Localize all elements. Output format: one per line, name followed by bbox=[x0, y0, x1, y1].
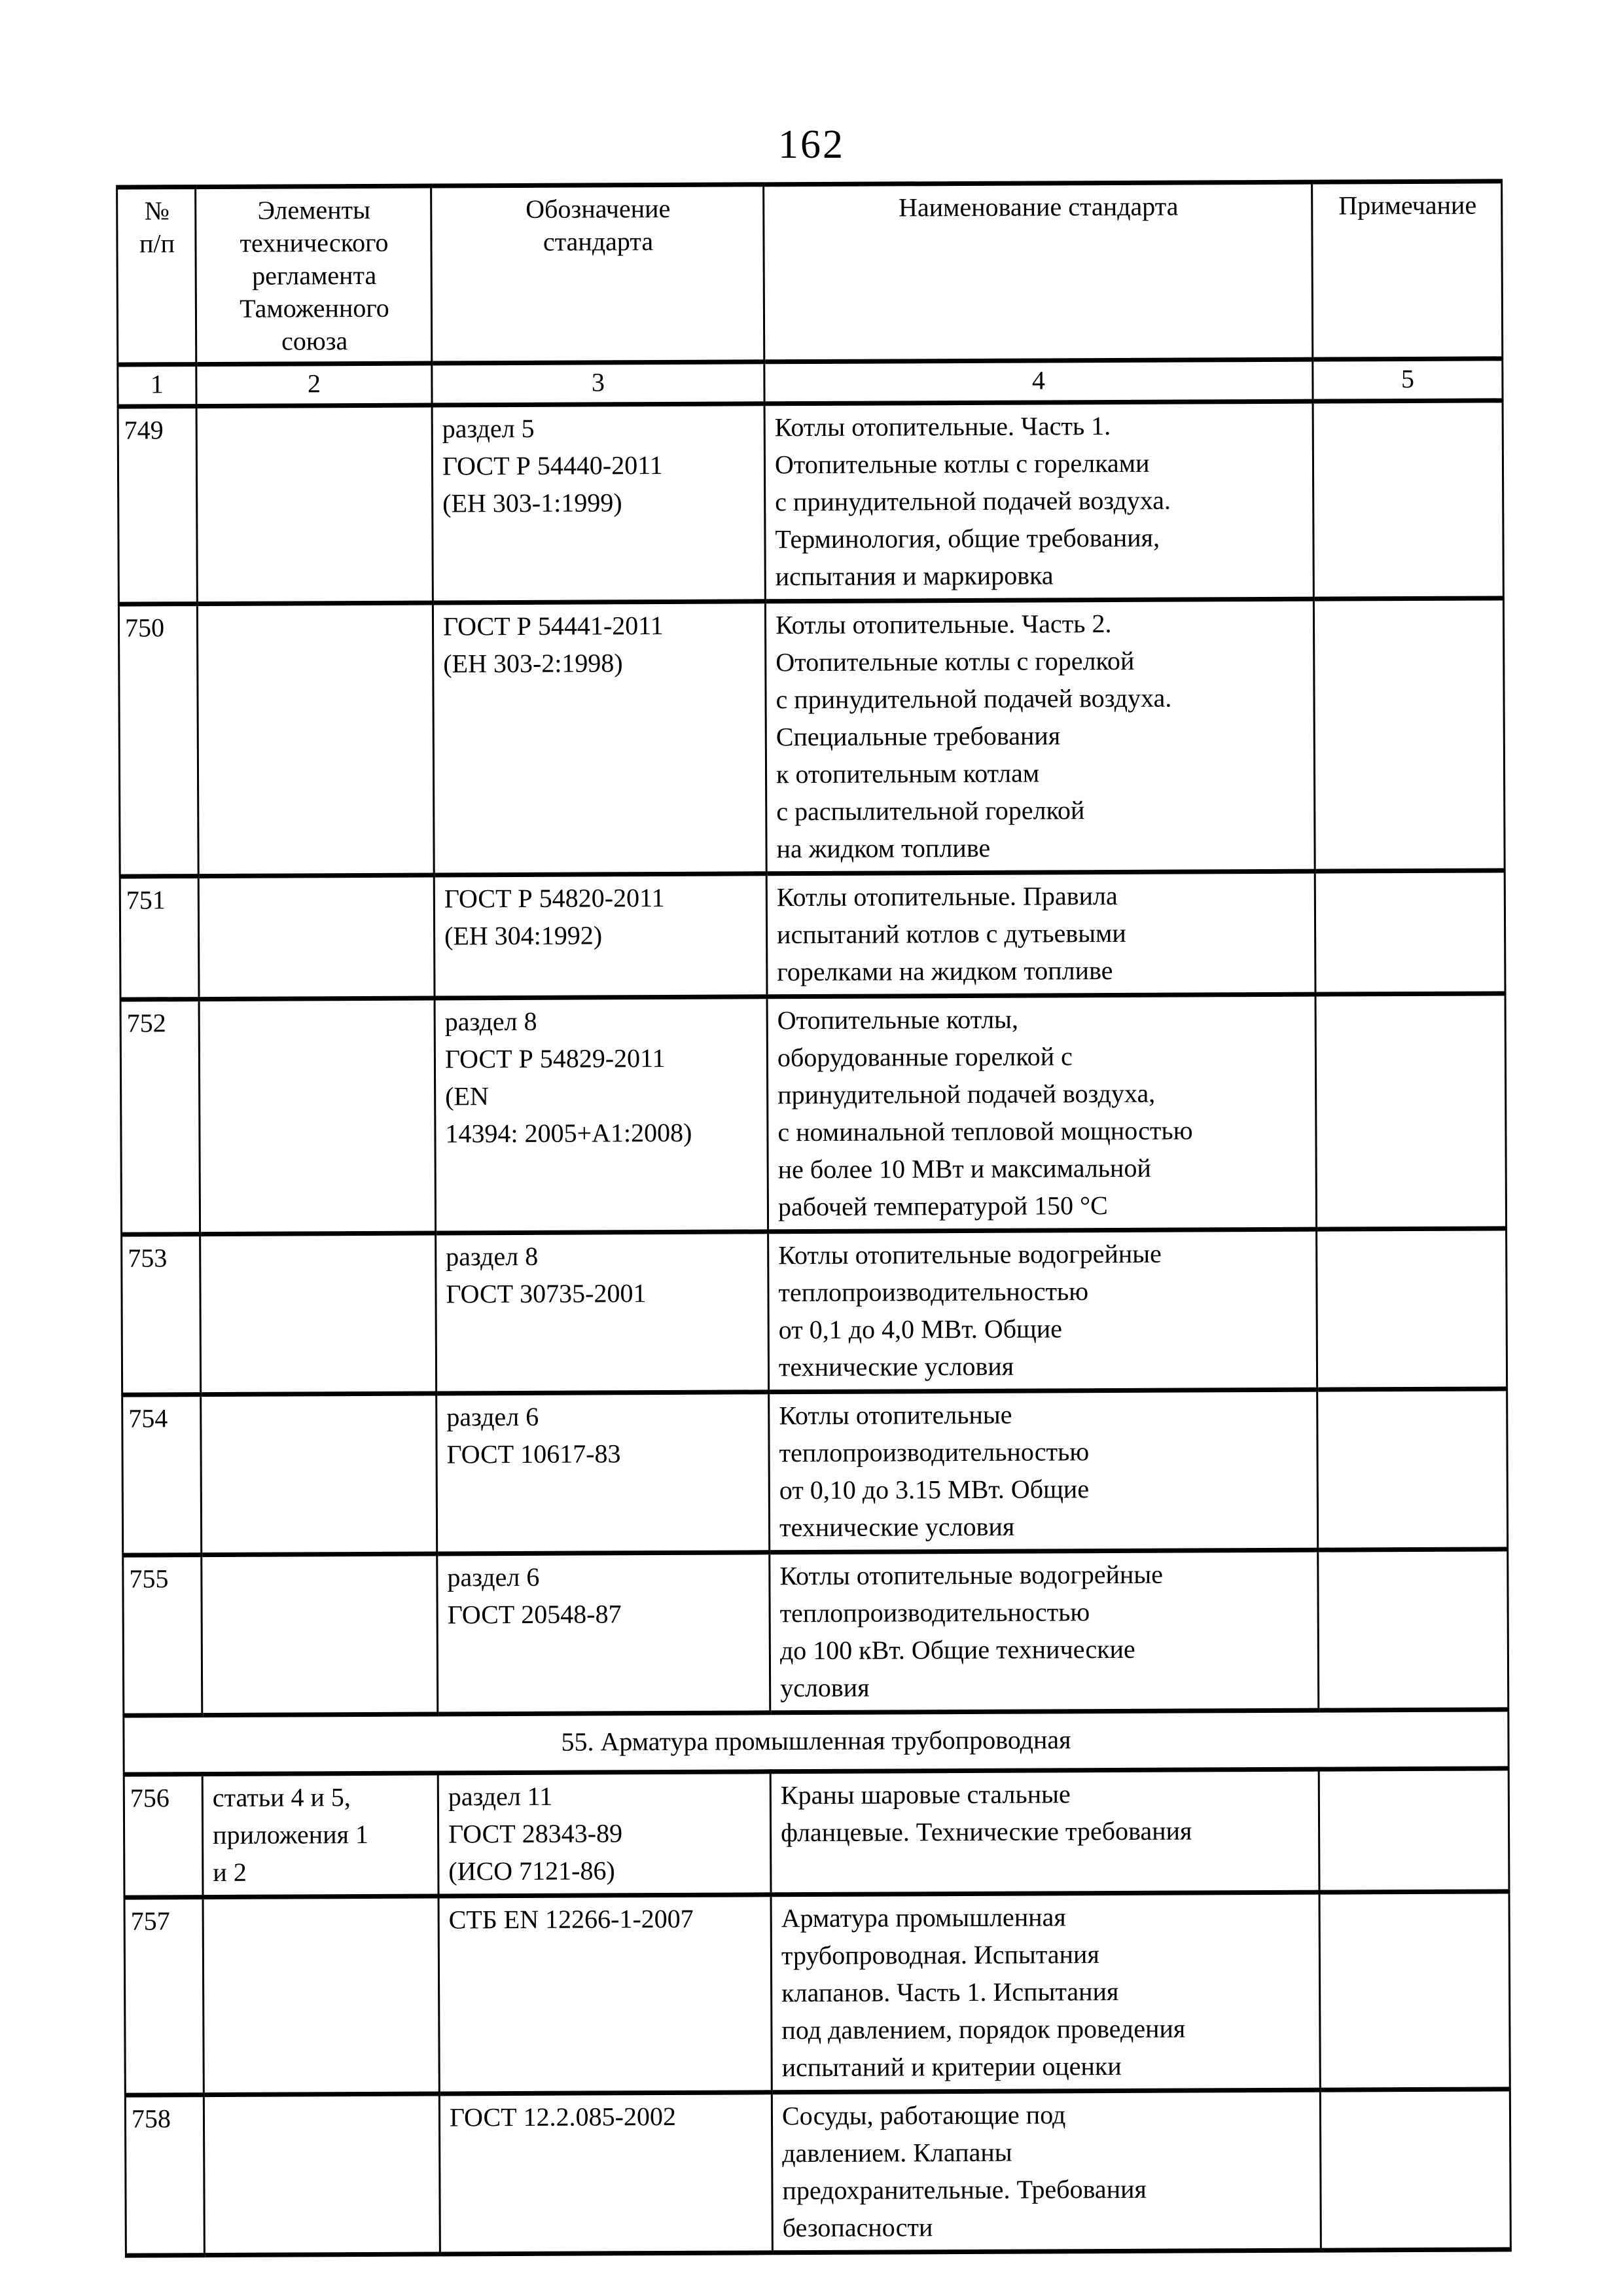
header-col-note: Примечание bbox=[1312, 181, 1503, 359]
designation-cell: раздел 6 ГОСТ 10617-83 bbox=[437, 1392, 770, 1554]
designation-cell: ГОСТ Р 54441-2011 (ЕН 303-2:1998) bbox=[433, 601, 766, 875]
elements-cell bbox=[201, 1393, 437, 1555]
note-cell bbox=[1315, 994, 1507, 1229]
table-header-row bbox=[117, 181, 1503, 365]
note-cell bbox=[1319, 1768, 1509, 1892]
row-number-cell: 758 bbox=[125, 2095, 204, 2256]
standard-name-cell: Краны шаровые стальные фланцевые. Технические требования bbox=[770, 1769, 1319, 1895]
table-row-751 bbox=[120, 870, 1505, 999]
designation-cell: раздел 6 ГОСТ 20548-87 bbox=[437, 1552, 770, 1714]
elements-cell bbox=[203, 1896, 439, 2095]
row-number-cell: 756 bbox=[124, 1774, 203, 1898]
row-number-cell: 755 bbox=[123, 1555, 202, 1716]
standard-name-cell: Арматура промышленная трубопроводная. Испытания клапанов. Часть 1. Испытания под давлением, порядок проведения испытаний и критерии оценки bbox=[771, 1892, 1320, 2092]
table-row-749 bbox=[118, 401, 1503, 604]
elements-cell bbox=[199, 998, 436, 1234]
header-col-elements: Элементы технического регламента Таможенного союза bbox=[196, 186, 432, 365]
note-cell bbox=[1320, 2089, 1510, 2250]
header-col-standard-name: Наименование стандарта bbox=[764, 182, 1313, 362]
section-header-row bbox=[124, 1710, 1508, 1774]
row-number-cell: 749 bbox=[118, 406, 197, 605]
standard-name-cell: Котлы отопительные водогрейные теплопроизводительностью до 100 кВт. Общие технические условия bbox=[770, 1550, 1319, 1713]
elements-cell bbox=[202, 1554, 438, 1715]
elements-cell bbox=[200, 1233, 437, 1395]
standard-name-cell: Котлы отопительные. Часть 2. Отопительные котлы с горелкой с принудительной подачей воздуха. Специальные требования к отопительным котлам с распылительной горелкой на жидком топливе bbox=[765, 599, 1315, 874]
row-number-cell: 750 bbox=[118, 604, 198, 877]
standard-name-cell: Сосуды, работающие под давлением. Клапаны предохранительные. Требования безопасности bbox=[772, 2090, 1321, 2253]
standards-table bbox=[116, 179, 1512, 2257]
header-col-designation: Обозначение стандарта bbox=[431, 185, 764, 363]
table-row-754 bbox=[122, 1389, 1508, 1555]
designation-cell: СТБ EN 12266-1-2007 bbox=[438, 1895, 772, 2094]
elements-cell bbox=[198, 875, 435, 999]
table-row-757 bbox=[124, 1892, 1510, 2095]
standard-name-cell: Отопительные котлы, оборудованные горелкой с принудительной подачей воздуха, с номинальной тепловой мощностью не более 10 МВт и максимальной рабочей температурой 150 °С bbox=[767, 994, 1317, 1232]
row-number-cell: 757 bbox=[124, 1897, 204, 2096]
column-index-row bbox=[118, 359, 1503, 406]
note-cell bbox=[1317, 1229, 1507, 1390]
elements-cell bbox=[196, 405, 433, 604]
row-number-cell: 752 bbox=[120, 999, 200, 1235]
designation-cell: раздел 11 ГОСТ 28343-89 (ИСО 7121-86) bbox=[438, 1772, 771, 1896]
table-row-750 bbox=[118, 598, 1505, 876]
designation-cell: раздел 8 ГОСТ 30735-2001 bbox=[436, 1232, 769, 1393]
note-cell bbox=[1313, 598, 1505, 871]
column-index-cell: 4 bbox=[764, 359, 1313, 404]
note-cell bbox=[1313, 401, 1503, 599]
row-number-cell: 754 bbox=[122, 1395, 202, 1556]
elements-cell bbox=[197, 603, 434, 876]
column-index-cell: 1 bbox=[118, 365, 196, 407]
standard-name-cell: Котлы отопительные водогрейные теплопроизводительностью от 0,1 до 4,0 МВт. Общие технические условия bbox=[768, 1229, 1317, 1392]
page-number: 162 bbox=[778, 122, 845, 167]
section-title: 55. Арматура промышленная трубопроводная bbox=[124, 1710, 1508, 1774]
header-col-number: № п/п bbox=[117, 187, 196, 365]
column-index-cell: 5 bbox=[1313, 359, 1503, 401]
table-row-753 bbox=[122, 1229, 1507, 1395]
note-cell bbox=[1317, 1389, 1508, 1550]
standard-name-cell: Котлы отопительные. Часть 1. Отопительные котлы с горелками с принудительной подачей воздуха. Терминология, общие требования, испытания и маркировка bbox=[764, 401, 1313, 601]
designation-cell: ГОСТ 12.2.085-2002 bbox=[439, 2092, 772, 2254]
table-row-752 bbox=[120, 994, 1507, 1234]
column-index-cell: 3 bbox=[432, 362, 764, 405]
designation-cell: ГОСТ Р 54820-2011 (ЕН 304:1992) bbox=[434, 874, 767, 998]
table-row-756 bbox=[124, 1768, 1509, 1897]
table-row-758 bbox=[125, 2089, 1510, 2255]
note-cell bbox=[1318, 1549, 1508, 1710]
table-row-755 bbox=[123, 1549, 1508, 1715]
column-index-cell: 2 bbox=[196, 363, 432, 406]
elements-cell bbox=[204, 2094, 440, 2255]
note-cell bbox=[1315, 870, 1505, 994]
note-cell bbox=[1319, 1892, 1510, 2090]
row-number-cell: 753 bbox=[122, 1234, 201, 1395]
elements-cell: статьи 4 и 5, приложения 1 и 2 bbox=[202, 1773, 438, 1897]
row-number-cell: 751 bbox=[120, 876, 199, 1000]
standard-name-cell: Котлы отопительные теплопроизводительностью от 0,10 до 3.15 МВт. Общие технические условия bbox=[769, 1390, 1318, 1552]
designation-cell: раздел 5 ГОСТ Р 54440-2011 (ЕН 303-1:1999) bbox=[432, 404, 765, 603]
standard-name-cell: Котлы отопительные. Правила испытаний котлов с дутьевыми горелками на жидком топливе bbox=[766, 871, 1315, 997]
designation-cell: раздел 8 ГОСТ Р 54829-2011 (EN 14394: 2005+А1:2008) bbox=[435, 997, 768, 1233]
